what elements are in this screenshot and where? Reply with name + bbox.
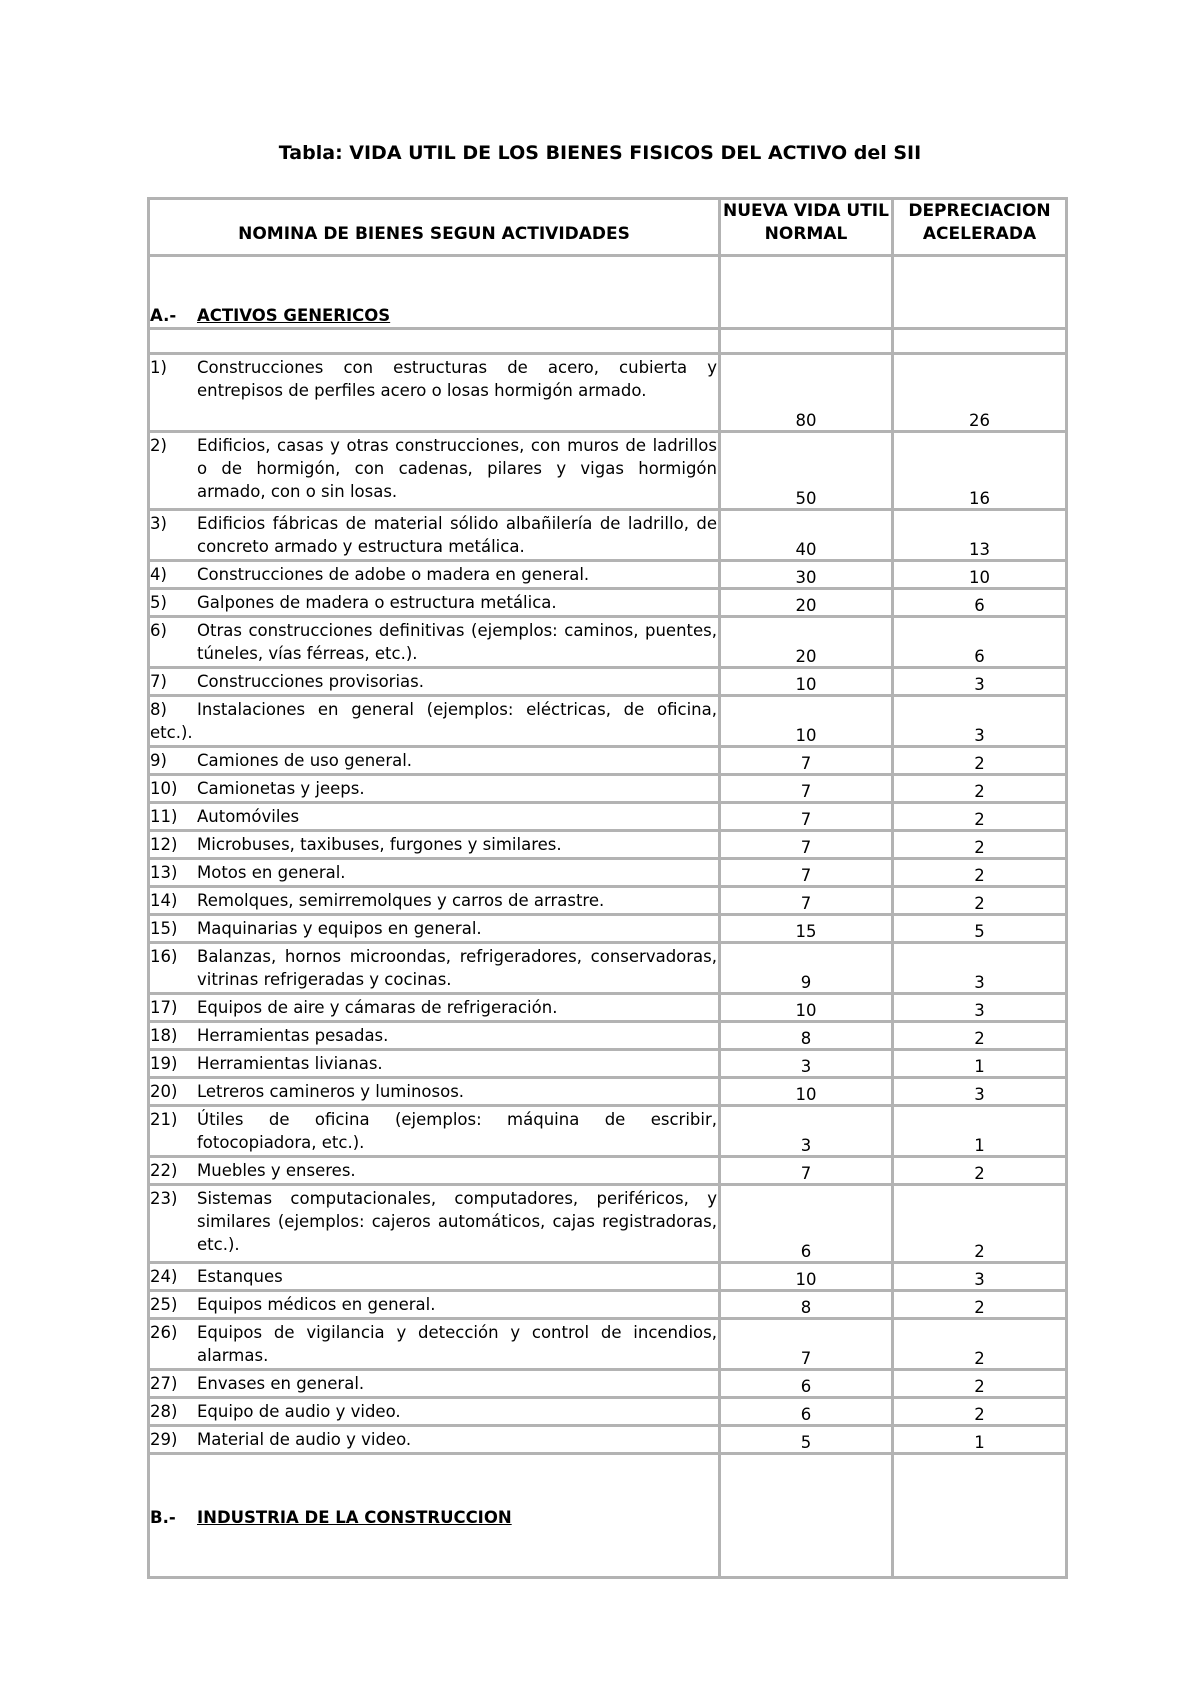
item-text: Galpones de madera o estructura metálica. [197, 593, 557, 612]
item-description-cell [149, 943, 720, 994]
item-description-cell [149, 1370, 720, 1398]
vida-util-value: 3 [720, 1106, 893, 1157]
table-row [149, 1050, 1067, 1078]
item-number: 18) [150, 1026, 178, 1045]
table-row [149, 510, 1067, 561]
item-number: 23) [150, 1189, 178, 1208]
vida-util-value: 6 [720, 1370, 893, 1398]
vida-util-value: 7 [720, 1157, 893, 1185]
item-description-cell [149, 1263, 720, 1291]
depreciacion-value: 26 [893, 354, 1067, 432]
item-number: 6) [150, 621, 167, 640]
item-text: Envases en general. [197, 1374, 365, 1393]
vida-util-value: 20 [720, 617, 893, 668]
table-row [149, 747, 1067, 775]
vida-util-value: 7 [720, 1319, 893, 1370]
depreciacion-value: 6 [893, 589, 1067, 617]
vida-util-value: 10 [720, 1078, 893, 1106]
item-description-cell [149, 1291, 720, 1319]
item-number: 19) [150, 1054, 178, 1073]
depreciacion-value: 2 [893, 1157, 1067, 1185]
depreciacion-value: 5 [893, 915, 1067, 943]
section-a-row [149, 256, 1067, 329]
table-row [149, 1157, 1067, 1185]
table-row [149, 589, 1067, 617]
item-description-cell [149, 994, 720, 1022]
item-description-cell [149, 831, 720, 859]
vida-util-value: 6 [720, 1398, 893, 1426]
depreciacion-value: 3 [893, 994, 1067, 1022]
table-row [149, 831, 1067, 859]
vida-util-value: 30 [720, 561, 893, 589]
spacer-row [149, 329, 1067, 354]
table-row [149, 1078, 1067, 1106]
item-text: Balanzas, hornos microondas, refrigeradores, conservadoras, vitrinas refrigeradas y cocinas. [197, 947, 717, 989]
depreciacion-value: 1 [893, 1426, 1067, 1454]
empty-cell [720, 329, 893, 354]
depreciacion-value: 2 [893, 887, 1067, 915]
item-text: Equipos de aire y cámaras de refrigeración. [197, 998, 558, 1017]
vida-util-value: 5 [720, 1426, 893, 1454]
table-row [149, 1022, 1067, 1050]
item-number: 3) [150, 514, 167, 533]
item-text: Camionetas y jeeps. [197, 779, 365, 798]
item-text: Edificios fábricas de material sólido albañilería de ladrillo, de concreto armado y estructura metálica. [197, 514, 717, 556]
item-text: Letreros camineros y luminosos. [197, 1082, 465, 1101]
depreciacion-value: 2 [893, 775, 1067, 803]
item-description-cell [149, 1050, 720, 1078]
table-row [149, 1106, 1067, 1157]
table-row [149, 1398, 1067, 1426]
item-text: Material de audio y video. [197, 1430, 412, 1449]
vida-util-value: 3 [720, 1050, 893, 1078]
item-description-cell [149, 432, 720, 510]
empty-cell [720, 1454, 893, 1578]
item-text: Estanques [197, 1267, 283, 1286]
vida-util-value: 7 [720, 859, 893, 887]
table-row [149, 1291, 1067, 1319]
item-number: 1) [150, 358, 167, 377]
depreciacion-value: 3 [893, 668, 1067, 696]
item-description-cell [149, 1319, 720, 1370]
item-number: 4) [150, 565, 167, 584]
depreciacion-value: 1 [893, 1050, 1067, 1078]
vida-util-value: 7 [720, 747, 893, 775]
item-number: 12) [150, 835, 178, 854]
item-text: Muebles y enseres. [197, 1161, 356, 1180]
item-number: 10) [150, 779, 178, 798]
table-row [149, 354, 1067, 432]
item-text: Maquinarias y equipos en general. [197, 919, 482, 938]
section-a-title: ACTIVOS GENERICOS [197, 306, 391, 325]
item-text: Herramientas pesadas. [197, 1026, 389, 1045]
item-description-cell [149, 617, 720, 668]
item-description-cell [149, 1426, 720, 1454]
item-description-cell [149, 803, 720, 831]
table-header-row [149, 199, 1067, 256]
item-number: 28) [150, 1402, 178, 1421]
vida-util-value: 7 [720, 775, 893, 803]
item-description-cell [149, 747, 720, 775]
item-description-cell [149, 589, 720, 617]
vida-util-value: 6 [720, 1185, 893, 1263]
depreciacion-value: 2 [893, 859, 1067, 887]
vida-util-value: 7 [720, 803, 893, 831]
vida-util-value: 15 [720, 915, 893, 943]
item-number: 2) [150, 436, 167, 455]
empty-cell [149, 329, 720, 354]
depreciacion-value: 3 [893, 1078, 1067, 1106]
depreciacion-value: 1 [893, 1106, 1067, 1157]
header-vida-util: NUEVA VIDA UTIL NORMAL [720, 199, 893, 256]
item-number: 29) [150, 1430, 178, 1449]
table-row [149, 803, 1067, 831]
depreciacion-value: 2 [893, 1370, 1067, 1398]
section-b-heading [149, 1454, 720, 1578]
item-text: Microbuses, taxibuses, furgones y similares. [197, 835, 562, 854]
depreciacion-value: 16 [893, 432, 1067, 510]
depreciation-table [147, 197, 1068, 1579]
item-text: Equipo de audio y video. [197, 1402, 401, 1421]
table-row [149, 859, 1067, 887]
item-number: 8) [150, 700, 167, 719]
empty-cell [893, 256, 1067, 329]
item-text: Herramientas livianas. [197, 1054, 383, 1073]
item-description-cell [149, 561, 720, 589]
vida-util-value: 7 [720, 831, 893, 859]
item-number: 14) [150, 891, 178, 910]
item-number: 7) [150, 672, 167, 691]
depreciacion-value: 2 [893, 803, 1067, 831]
depreciacion-value: 2 [893, 1319, 1067, 1370]
item-description-cell [149, 915, 720, 943]
item-text: Construcciones de adobe o madera en general. [197, 565, 590, 584]
vida-util-value: 10 [720, 994, 893, 1022]
item-number: 17) [150, 998, 178, 1017]
depreciacion-value: 2 [893, 1185, 1067, 1263]
header-depreciacion: DEPRECIACION ACELERADA [893, 199, 1067, 256]
item-text: Útiles de oficina (ejemplos: máquina de escribir, fotocopiadora, etc.). [197, 1110, 717, 1152]
item-number: 25) [150, 1295, 178, 1314]
item-text: Construcciones con estructuras de acero, cubierta y entrepisos de perfiles acero o losas hormigón armado. [197, 358, 717, 400]
depreciacion-value: 2 [893, 747, 1067, 775]
vida-util-value: 7 [720, 887, 893, 915]
vida-util-value: 40 [720, 510, 893, 561]
depreciacion-value: 13 [893, 510, 1067, 561]
depreciacion-value: 3 [893, 943, 1067, 994]
item-number: 11) [150, 807, 178, 826]
header-nomina: NOMINA DE BIENES SEGUN ACTIVIDADES [149, 199, 720, 256]
depreciacion-value: 2 [893, 1398, 1067, 1426]
empty-cell [893, 1454, 1067, 1578]
item-description-cell [149, 887, 720, 915]
section-b-letter: B.- [150, 1508, 176, 1527]
item-description-cell [149, 1398, 720, 1426]
empty-cell [720, 256, 893, 329]
item-description-cell [149, 1078, 720, 1106]
item-number: 13) [150, 863, 178, 882]
table-row [149, 668, 1067, 696]
depreciacion-value: 3 [893, 1263, 1067, 1291]
table-row [149, 1263, 1067, 1291]
item-text: Camiones de uso general. [197, 751, 413, 770]
table-row [149, 432, 1067, 510]
item-text: Equipos de vigilancia y detección y control de incendios, alarmas. [197, 1323, 717, 1365]
vida-util-value: 9 [720, 943, 893, 994]
item-number: 27) [150, 1374, 178, 1393]
table-row [149, 1319, 1067, 1370]
depreciacion-value: 2 [893, 1022, 1067, 1050]
table-row [149, 1185, 1067, 1263]
item-number: 15) [150, 919, 178, 938]
item-description-cell [149, 1106, 720, 1157]
item-description-cell [149, 696, 720, 747]
depreciacion-value: 10 [893, 561, 1067, 589]
vida-util-value: 20 [720, 589, 893, 617]
item-text: Construcciones provisorias. [197, 672, 425, 691]
table-row [149, 994, 1067, 1022]
item-description-cell [149, 354, 720, 432]
depreciacion-value: 3 [893, 696, 1067, 747]
section-a-heading [149, 256, 720, 329]
item-description-cell [149, 859, 720, 887]
item-text: Automóviles [197, 807, 300, 826]
item-number: 20) [150, 1082, 178, 1101]
vida-util-value: 80 [720, 354, 893, 432]
item-number: 26) [150, 1323, 178, 1342]
depreciacion-value: 6 [893, 617, 1067, 668]
table-row [149, 1370, 1067, 1398]
item-description-cell [149, 775, 720, 803]
section-b-row [149, 1454, 1067, 1578]
table-row [149, 887, 1067, 915]
item-number: 5) [150, 593, 167, 612]
item-text: Sistemas computacionales, computadores, periféricos, y similares (ejemplos: cajeros automáticos, cajas registradoras, etc.). [197, 1189, 717, 1254]
table-row [149, 617, 1067, 668]
item-number: 16) [150, 947, 178, 966]
table-row [149, 915, 1067, 943]
item-text: Equipos médicos en general. [197, 1295, 436, 1314]
section-a-letter: A.- [150, 306, 177, 325]
item-text: Remolques, semirremolques y carros de arrastre. [197, 891, 605, 910]
vida-util-value: 8 [720, 1022, 893, 1050]
item-description-cell [149, 1022, 720, 1050]
vida-util-value: 10 [720, 668, 893, 696]
item-number: 21) [150, 1110, 178, 1129]
item-text: Motos en general. [197, 863, 346, 882]
table-row [149, 775, 1067, 803]
section-b-title: INDUSTRIA DE LA CONSTRUCCION [197, 1508, 512, 1527]
empty-cell [893, 329, 1067, 354]
table-row [149, 1426, 1067, 1454]
item-text: Instalaciones en general (ejemplos: eléctricas, de oficina, etc.). [150, 700, 717, 742]
depreciacion-value: 2 [893, 1291, 1067, 1319]
item-text: Otras construcciones definitivas (ejemplos: caminos, puentes, túneles, vías férreas, etc.). [197, 621, 717, 663]
item-description-cell [149, 510, 720, 561]
table-row [149, 943, 1067, 994]
item-text: Edificios, casas y otras construcciones, con muros de ladrillos o de hormigón, con cadenas, pilares y vigas hormigón armado, con o sin losas. [197, 436, 717, 501]
table-row [149, 561, 1067, 589]
item-description-cell [149, 1157, 720, 1185]
table-row [149, 696, 1067, 747]
vida-util-value: 8 [720, 1291, 893, 1319]
page-title: Tabla: VIDA UTIL DE LOS BIENES FISICOS DEL ACTIVO del SII [278, 142, 922, 164]
item-description-cell [149, 1185, 720, 1263]
item-description-cell [149, 668, 720, 696]
vida-util-value: 50 [720, 432, 893, 510]
depreciacion-value: 2 [893, 831, 1067, 859]
item-number: 22) [150, 1161, 178, 1180]
vida-util-value: 10 [720, 696, 893, 747]
item-number: 9) [150, 751, 167, 770]
item-number: 24) [150, 1267, 178, 1286]
vida-util-value: 10 [720, 1263, 893, 1291]
